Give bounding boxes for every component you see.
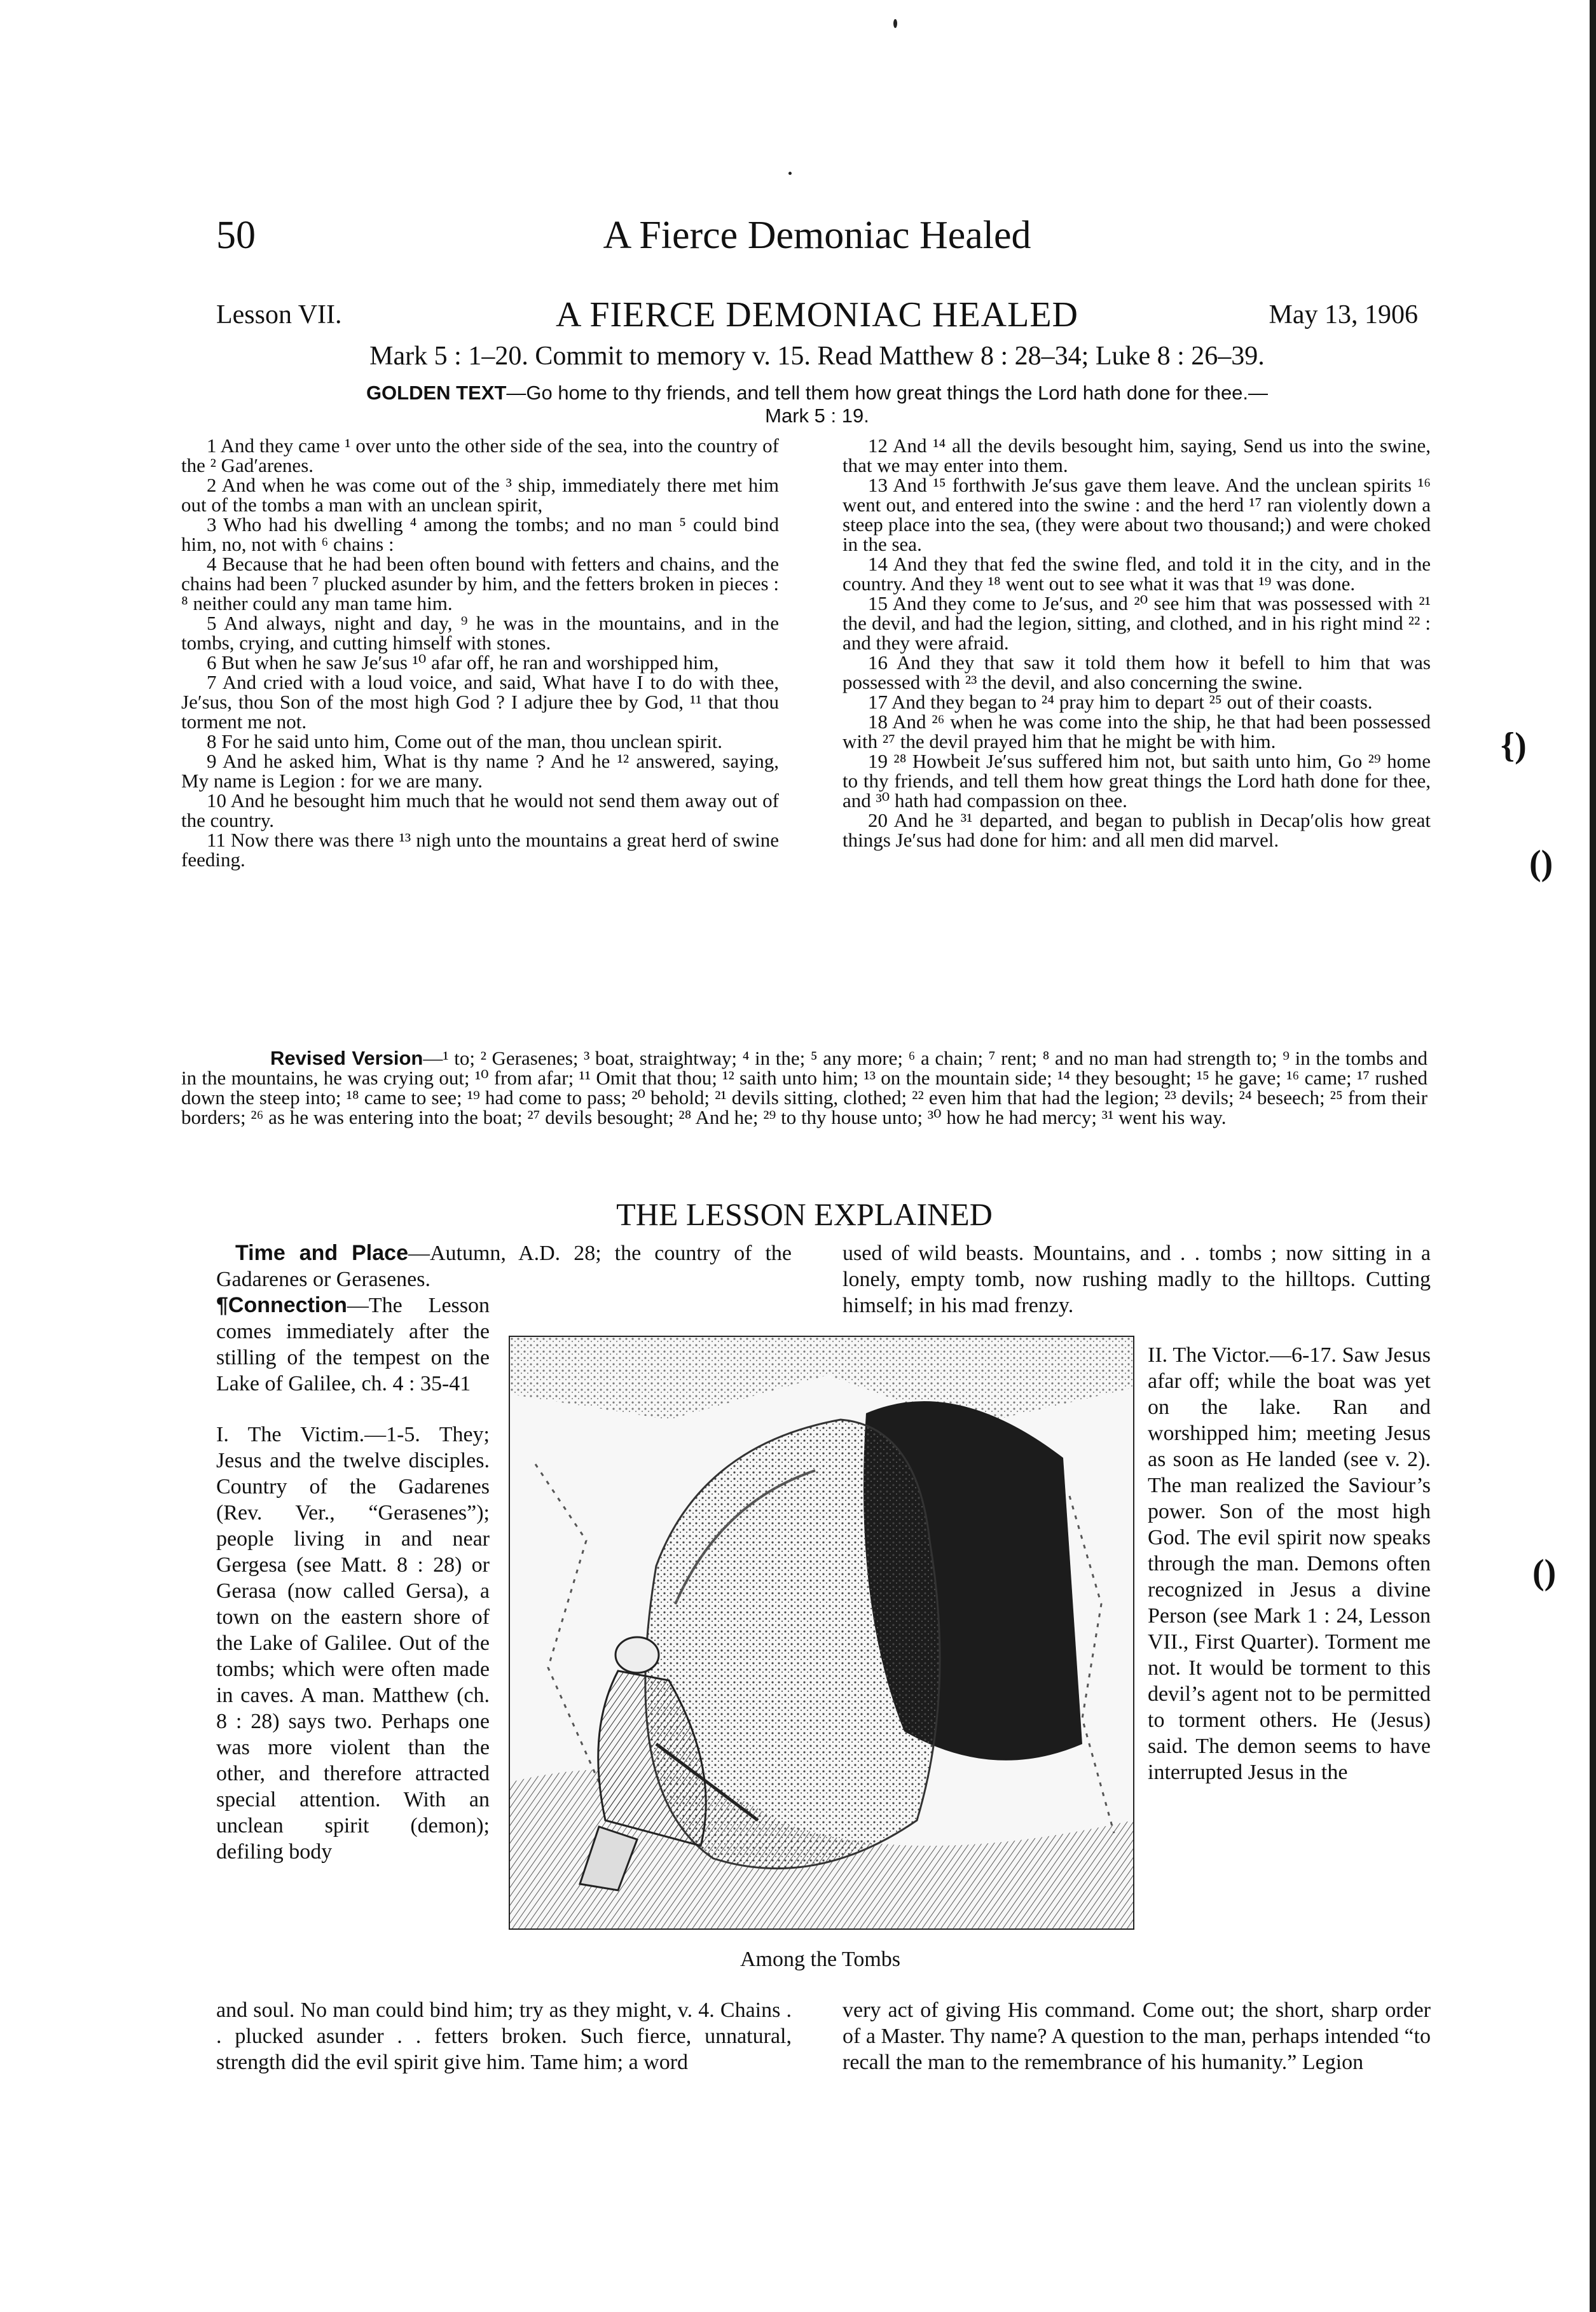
running-title: A Fierce Demoniac Healed [603, 214, 1031, 257]
verse: 12 And ¹⁴ all the devils besought him, saying, Send us into the swine, that we may enter into them. [843, 434, 1431, 476]
verse: 3 Who had his dwelling ⁴ among the tombs; and no man ⁵ could bind him, no, not with ⁶ chains : [181, 513, 779, 555]
verse: 16 And they that saw it told them how it befell to him that was possessed with ²³ the devil, and also concerning the swine. [843, 651, 1431, 693]
figure-caption: Among the Tombs [740, 1948, 900, 1971]
verse: 7 And cried with a loud voice, and said, What have I to do with thee, Je′sus, thou Son of the most high God ? I adjure thee by God, ¹¹ that thou torment me not. [181, 671, 779, 733]
golden-text-reference: Mark 5 : 19. [765, 405, 869, 427]
explanation-right-narrow [1148, 1342, 1431, 1785]
right-bottom-text: very act of giving His command. Come out; the short, sharp order of a Master. Thy name? A question to the man, perhaps intended “to recall the man to the remembrance of his humanity.” Legion [843, 1998, 1431, 2074]
note-text: —Autumn, A.D. 28; the country of the Gadarenes or Gerasenes. [216, 1242, 792, 1291]
note-label: Time and Place [235, 1241, 408, 1265]
margin-bracket-mark: () [1532, 1553, 1557, 1592]
scan-page-edge [1590, 0, 1596, 2312]
running-head [216, 213, 1418, 270]
verse: 8 For he said unto him, Come out of the man, thou unclean spirit. [207, 730, 723, 752]
verse: 9 And he asked him, What is thy name ? And he ¹² answered, saying, My name is Legion : for we are many. [181, 750, 779, 792]
right-top-paragraph: used of wild beasts. Mountains, and . . tombs ; now sitting in a lonely, empty tomb, now rushing madly to the hilltops. Cutting himself; in his mad frenzy. [843, 1242, 1431, 1317]
golden-text-label: GOLDEN TEXT [366, 382, 507, 404]
connection-note [216, 1292, 490, 1397]
verse: 2 And when he was come out of the ³ ship, immediately there met him out of the tombs a man with an unclean spirit, [181, 474, 779, 516]
verse: 10 And he besought him much that he would not send them away out of the country. [181, 789, 779, 831]
verse: 18 And ²⁶ when he was come into the ship, he that had been possessed with ²⁷ the devil prayed him that he might be with him. [843, 710, 1431, 752]
verse: 15 And they come to Je′sus, and ²⁰ see him that was possessed with ²¹ the devil, and had the legion, sitting, and clothed, and in his right mind ²² : and they were afraid. [843, 592, 1431, 654]
explanation-left-top [216, 1240, 792, 1292]
connection-paragraph [216, 1292, 490, 1397]
revised-version-label: Revised Version [270, 1047, 423, 1069]
left-bottom-text: and soul. No man could bind him; try as they might, v. 4. Chains . . plucked asunder . . fetters broken. Such fierce, unnatural, strength did the evil spirit give him. Tame him; a word [216, 1998, 792, 2074]
lesson-number: Lesson VII. [216, 300, 342, 329]
verse: 13 And ¹⁵ forthwith Je′sus gave them leave. And the unclean spirits ¹⁶ went out, and entered into the swine : and the herd ¹⁷ ran violently down a steep place into the sea, (they were about two thousand;) and were choked in the sea. [843, 474, 1431, 555]
explanation-right-top [843, 1240, 1431, 1319]
verse: 4 Because that he had been often bound with fetters and chains, and the chains had been ⁷ plucked asunder by him, and the fetters broken in pieces : ⁸ neither could any man tame him. [181, 553, 779, 614]
verse: 19 ²⁸ Howbeit Je′sus suffered him not, but saith unto him, Go ²⁹ home to thy friends, and tell them how great things the Lord hath done for thee, and ³⁰ hath had compassion on thee. [843, 750, 1431, 812]
lesson-explained-heading: THE LESSON EXPLAINED [616, 1196, 993, 1232]
lesson-date: May 13, 1906 [1269, 300, 1418, 329]
verses-left-column [181, 436, 779, 869]
note-text: —The Lesson comes immediately after the stilling of the tempest on the Lake of Galilee, ch. 4 : 35-41 [216, 1294, 490, 1395]
verses-right-column [843, 436, 1431, 850]
verse: 1 And they came ¹ over unto the other side of the sea, into the country of the ² Gad′arenes. [181, 434, 779, 476]
victor-section: II. The Victor.—6-17. Saw Jesus afar off; while the boat was yet on the lake. Ran and worshipped him; meeting Jesus as soon as He landed (see v. 2). The man realized the Saviour’s power. Son of the most high God. The evil spirit now speaks through the man. Demons often recognized in Jesus a divine Person (see Mark 1 : 24, Lesson VII., First Quarter). Torment me not. It would be torment to this devil’s agent not to be permitted to torment others. He (Jesus) said. The demon seems to have interrupted Jesus in the [1148, 1343, 1431, 1784]
scan-speck [788, 172, 792, 175]
golden-text [216, 382, 1418, 427]
revised-version-text: —¹ to; ² Gerasenes; ³ boat, straightway; ⁴ in the; ⁵ any more; ⁶ a chain; ⁷ rent; ⁸ and no man had strength to; ⁹ in the tombs and in the mountains, he was crying out; ¹⁰ from afar; ¹¹ Omit that thou; ¹² saith unto him; ¹³ on the mountain side; ¹⁴ they besought; ¹⁵ he gave; ¹⁶ came; ¹⁷ rushed down the steep into; ¹⁸ came to see; ¹⁹ had come to pass; ²⁰ behold; ²¹ devils sitting, clothed; ²² even him that had the legion; ²³ devils; ²⁴ beseech; ²⁵ from their borders; ²⁶ as he was entering into the boat; ²⁷ devils besought; ²⁸ And he; ²⁹ to thy house unto; ³⁰ how he had mercy; ³¹ went his way. [181, 1047, 1427, 1128]
tomb-illustration [509, 1336, 1134, 1930]
lesson-title: A FIERCE DEMONIAC HEALED [556, 295, 1078, 335]
tomb-engraving [510, 1337, 1133, 1928]
scan-speck [893, 19, 897, 28]
scripture-references: Mark 5 : 1–20. Commit to memory v. 15. Read Matthew 8 : 28–34; Luke 8 : 26–39. [369, 342, 1265, 371]
verse: 17 And they began to ²⁴ pray him to depart ²⁵ out of their coasts. [868, 691, 1373, 713]
margin-bracket-mark: {) [1501, 726, 1527, 765]
note-label: ¶Connection [216, 1293, 347, 1317]
verse: 11 Now there was there ¹³ nigh unto the mountains a great herd of swine feeding. [181, 829, 779, 871]
margin-bracket-mark: () [1529, 843, 1553, 883]
verse: 6 But when he saw Je′sus ¹⁰ afar off, he ran and worshipped him, [207, 651, 719, 674]
page-number: 50 [216, 214, 256, 257]
golden-text-body: —Go home to thy friends, and tell them how great things the Lord hath done for thee.— [506, 382, 1269, 404]
verse: 20 And he ³¹ departed, and began to publish in Decap′olis how great things Je′sus had done for him: and all men did marvel. [843, 809, 1431, 851]
victim-section: I. The Victim.—1-5. They; Jesus and the twelve disciples. Country of the Gadarenes (Rev. Ver., “Gerasenes”); people living in and near Gergesa (see Matt. 8 : 28) or Gerasa (now called Gersa), a town on the eastern shore of the Lake of Galilee. Out of the tombs; which were often made in caves. A man. Matthew (ch. 8 : 28) says two. Perhaps one was more violent than the other, and therefore attracted special attention. With an unclean spirit (demon); defiling body [216, 1423, 490, 1864]
revised-version-notes [181, 1048, 1427, 1127]
verse: 5 And always, night and day, ⁹ he was in the mountains, and in the tombs, crying, and cutting himself with stones. [181, 612, 779, 654]
lesson-header [216, 294, 1418, 339]
verse: 14 And they that fed the swine fled, and told it in the city, and in the country. And they ¹⁸ went out to see what it was that ¹⁹ was done. [843, 553, 1431, 595]
explanation-left-bottom [216, 1997, 792, 2075]
explanation-left-narrow [216, 1422, 490, 1865]
time-and-place-note [216, 1240, 792, 1292]
explanation-right-bottom [843, 1997, 1431, 2075]
